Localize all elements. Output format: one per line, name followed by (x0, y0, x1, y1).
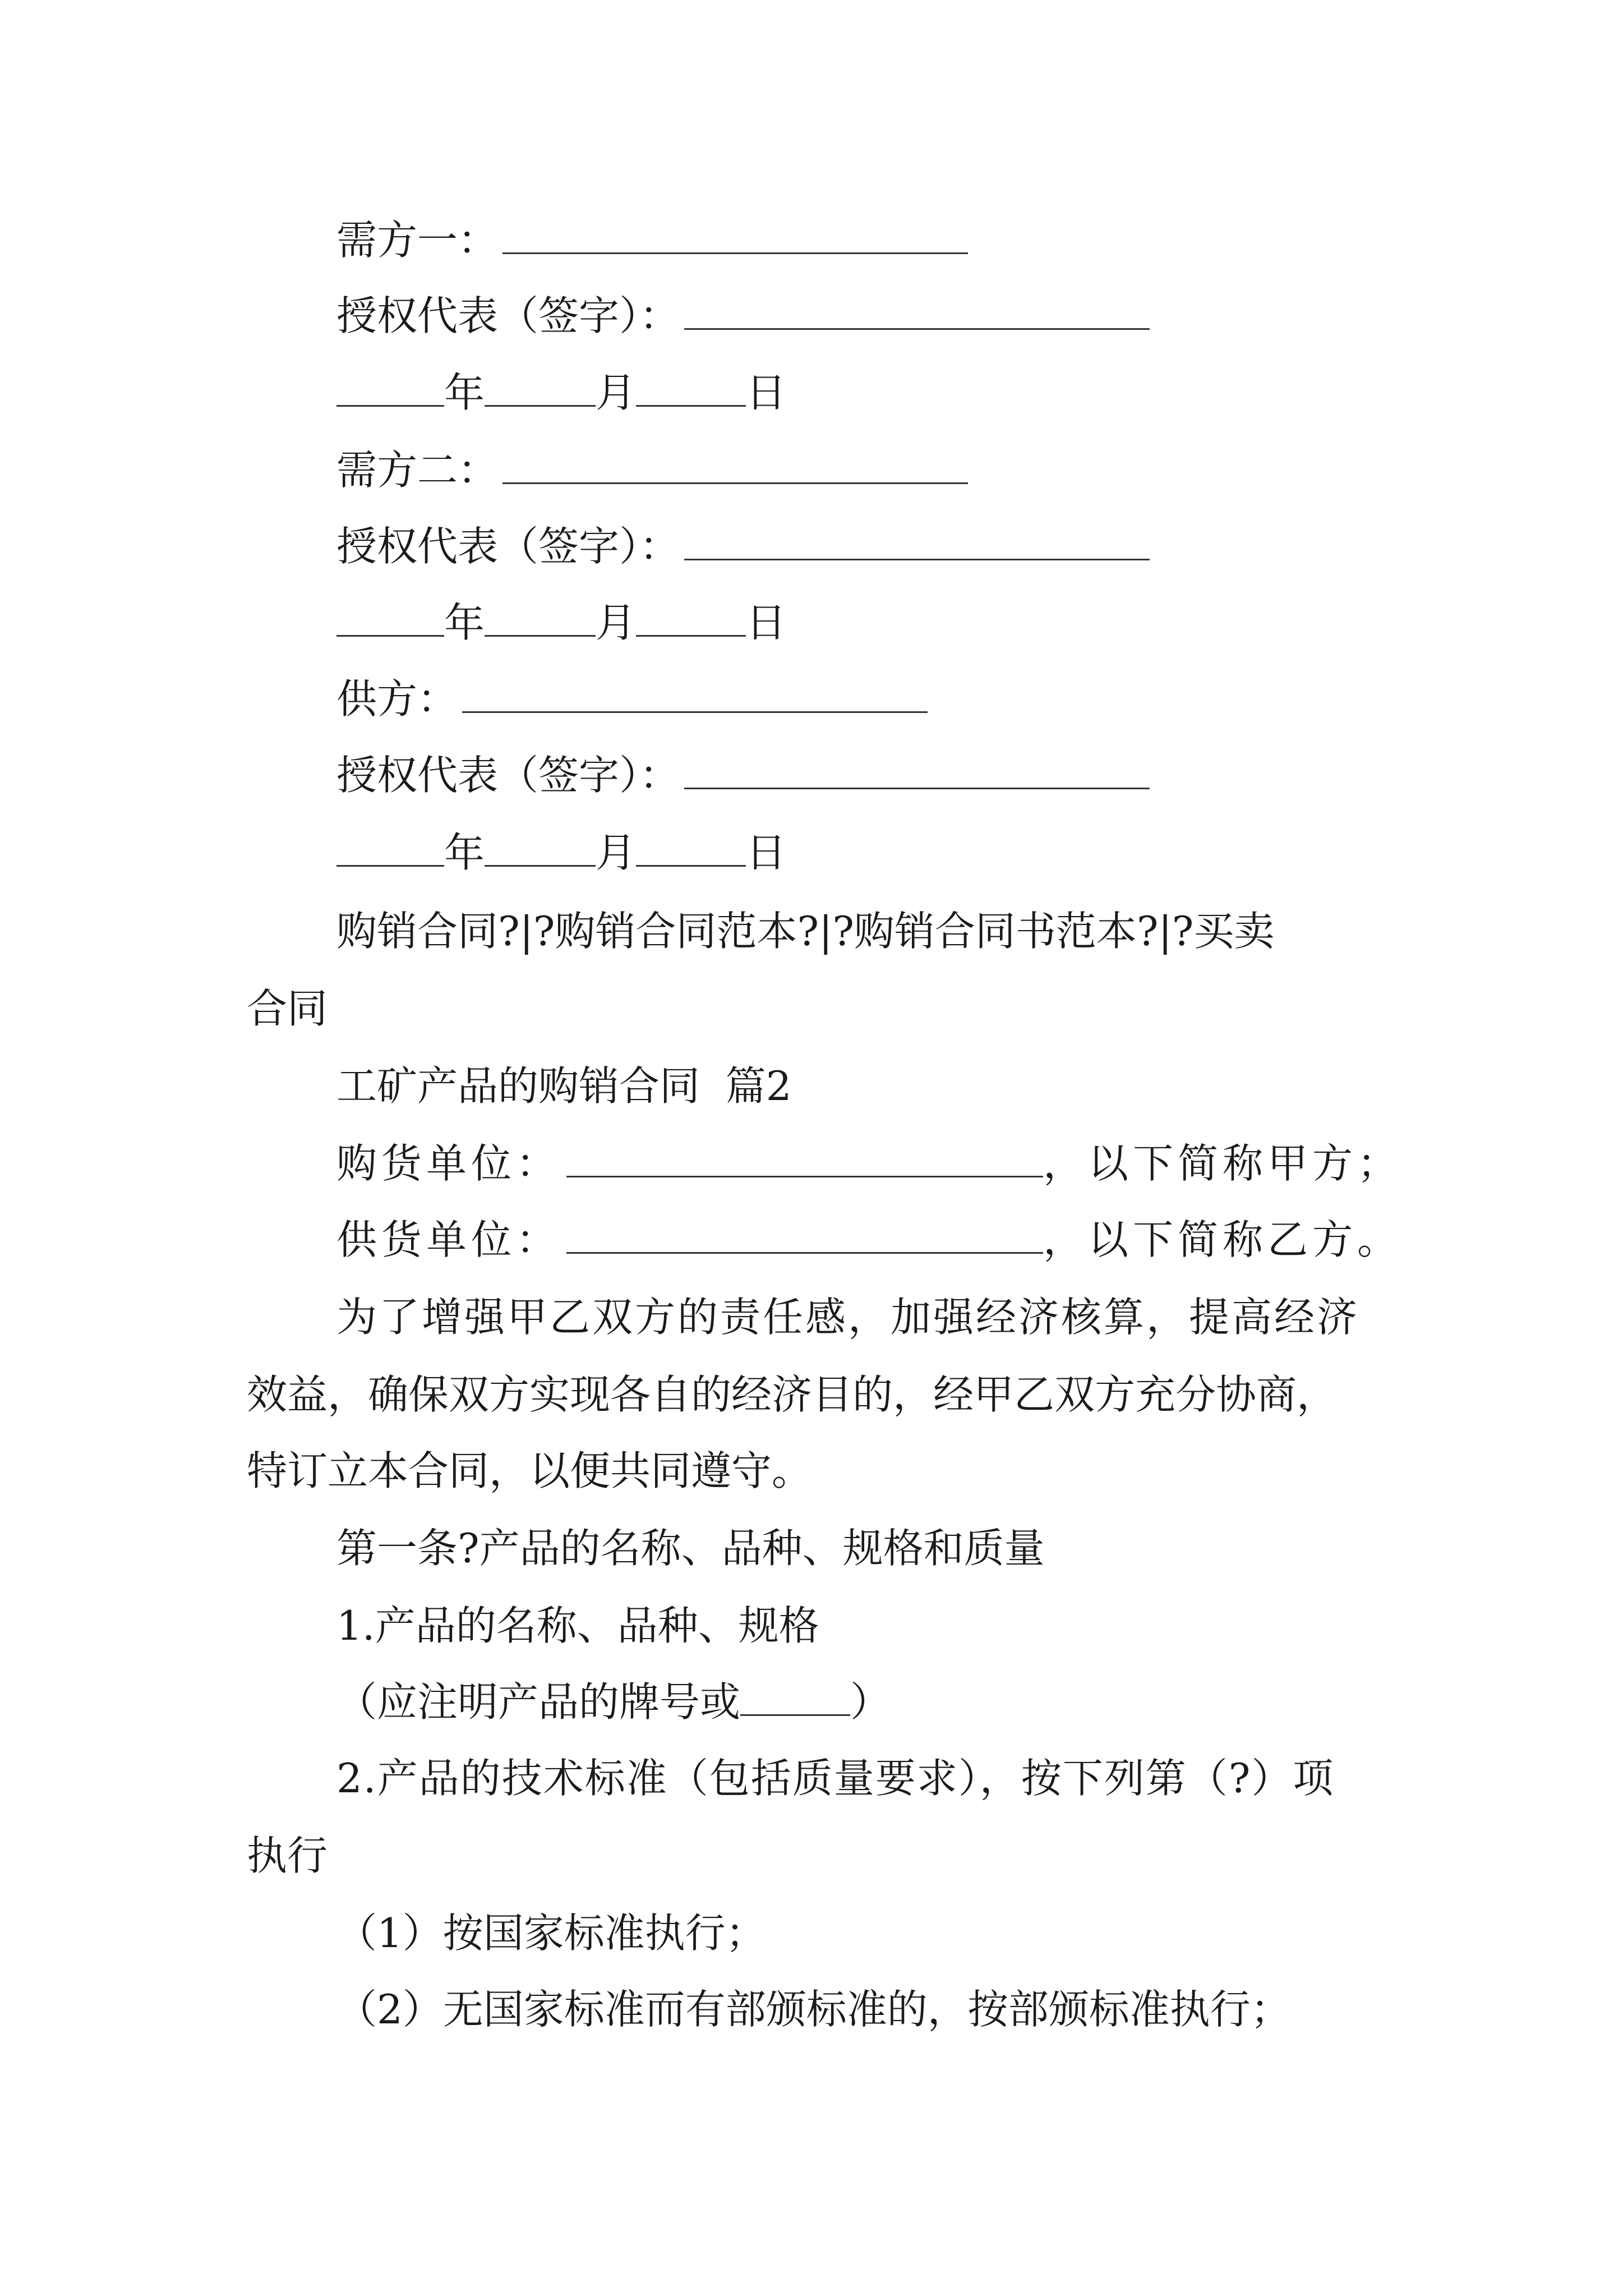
section-title (0, 1052, 1623, 1120)
month-blank[interactable] (485, 364, 596, 407)
article-1-sub-2 (0, 1976, 1623, 2043)
article-1-title (0, 1515, 1623, 1582)
rep-line-demand-1 (0, 282, 1623, 349)
item-text: 2.产品的技术标准（包括质量要求），按下列第（?）项 (336, 1755, 1335, 1802)
year-blank[interactable] (336, 364, 444, 407)
section-title-text: 工矿产品的购销合同 篇2 (336, 1062, 792, 1110)
party-name-blank[interactable] (462, 670, 928, 713)
tags-line-2 (0, 975, 1623, 1042)
tags-text: 合同 (247, 985, 328, 1032)
rep-line-supply (0, 742, 1623, 809)
party-label: 需方一： (336, 217, 499, 264)
seller-name-blank[interactable] (566, 1211, 1043, 1254)
year-label: 年 (444, 369, 485, 416)
date-line-demand-1 (0, 359, 1623, 426)
tags-text: 购销合同?|?购销合同范本?|?购销合同书范本?|?买卖 (336, 908, 1275, 955)
intro-text: 特订立本合同，以便共同遵守。 (247, 1447, 813, 1494)
day-label: 日 (746, 599, 787, 646)
party-name-blank[interactable] (502, 441, 968, 484)
month-label: 月 (596, 369, 637, 416)
month-label: 月 (596, 829, 637, 876)
article-1-item-1 (0, 1592, 1623, 1659)
note-prefix: （应注明产品的牌号或 (336, 1678, 741, 1726)
intro-line-3 (0, 1437, 1623, 1504)
article-1-sub-1 (0, 1899, 1623, 1967)
tags-line-1 (0, 898, 1623, 965)
rep-label: 授权代表（签字）： (336, 752, 680, 799)
day-blank[interactable] (636, 593, 746, 637)
article-1-item-2-cont (0, 1822, 1623, 1889)
day-label: 日 (746, 829, 787, 876)
sub-item-text: （1）按国家标准执行； (336, 1910, 766, 1957)
rep-label: 授权代表（签字）： (336, 292, 680, 339)
item-text: 1.产品的名称、品种、规格 (336, 1602, 819, 1649)
rep-signature-blank[interactable] (684, 517, 1150, 560)
year-blank[interactable] (336, 823, 444, 867)
buyer-name-blank[interactable] (566, 1134, 1043, 1177)
day-blank[interactable] (636, 823, 746, 867)
day-blank[interactable] (636, 364, 746, 407)
rep-signature-blank[interactable] (684, 287, 1150, 330)
party-line-demand-2 (0, 436, 1623, 504)
article-1-item-1-note (0, 1668, 1623, 1736)
rep-line-demand-2 (0, 513, 1623, 580)
month-blank[interactable] (485, 823, 596, 867)
seller-suffix: ，以下简称乙方。 (1043, 1216, 1403, 1263)
date-line-supply (0, 819, 1623, 886)
year-label: 年 (444, 599, 485, 646)
intro-text: 效益，确保双方实现各自的经济目的，经甲乙双方充分协商， (247, 1371, 1338, 1418)
note-suffix: ） (850, 1678, 891, 1726)
intro-text: 为了增强甲乙双方的责任感，加强经济核算，提高经济 (336, 1294, 1360, 1341)
sub-item-text: （2）无国家标准而有部颁标准的，按部颁标准执行； (336, 1986, 1291, 2033)
party-line-demand-1 (0, 206, 1623, 274)
month-label: 月 (596, 599, 637, 646)
intro-line-1 (0, 1283, 1623, 1351)
item-text: 执行 (247, 1832, 328, 1879)
party-label: 供方： (336, 675, 458, 723)
day-label: 日 (746, 369, 787, 416)
month-blank[interactable] (485, 593, 596, 637)
date-line-demand-2 (0, 589, 1623, 656)
party-label: 需方二： (336, 447, 499, 494)
party-name-blank[interactable] (502, 211, 968, 254)
buyer-suffix: ，以下简称甲方； (1043, 1140, 1403, 1187)
buyer-line (0, 1130, 1623, 1197)
buyer-label: 购货单位： (336, 1140, 561, 1187)
intro-line-2 (0, 1361, 1623, 1428)
seller-label: 供货单位： (336, 1216, 561, 1263)
brand-blank[interactable] (740, 1673, 850, 1716)
year-blank[interactable] (336, 593, 444, 637)
rep-signature-blank[interactable] (684, 746, 1150, 789)
rep-label: 授权代表（签字）： (336, 523, 680, 570)
article-1-item-2 (0, 1745, 1623, 1812)
article-title-text: 第一条?产品的名称、品种、规格和质量 (336, 1525, 1045, 1572)
party-line-supply (0, 665, 1623, 733)
seller-line (0, 1206, 1623, 1273)
year-label: 年 (444, 829, 485, 876)
